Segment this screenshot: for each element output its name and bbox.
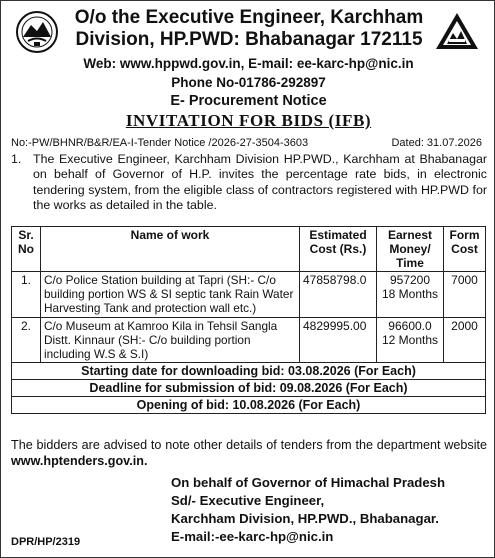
row-earnest	[377, 317, 444, 363]
tender-website-link[interactable]: www.hptenders.gov.in.	[11, 454, 148, 468]
signature-block	[171, 474, 445, 546]
deadline-row	[12, 380, 486, 397]
header-earnest-money: Earnest Money/ Time	[377, 227, 444, 272]
procurement-heading: E- Procurement Notice	[170, 93, 327, 109]
row-cost: 47858798.0	[300, 272, 377, 318]
row-money: 96600.0	[388, 318, 432, 333]
dpr-number: DPR/HP/2319	[11, 536, 81, 548]
row-form-cost: 2000	[444, 317, 486, 363]
himachal-emblem-icon	[15, 11, 59, 53]
header-estimated-cost: Estimated Cost (Rs.)	[300, 227, 377, 272]
row-earnest	[377, 272, 444, 318]
table-row	[12, 317, 486, 363]
opening-date: Opening of bid: 10.08.2026 (For Each)	[12, 397, 486, 414]
starting-date: Starting date for downloading bid: 03.08.2026 (For Each)	[12, 363, 486, 380]
row-sr: 1.	[12, 272, 41, 318]
intro-number: 1.	[11, 152, 22, 166]
office-title-line2: Division, HP.PWD: Bhabanagar 172115	[75, 29, 423, 50]
row-sr: 2.	[12, 317, 41, 363]
row-work-name: C/o Police Station building at Tapri (SH:- C/o building portion WS & SI septic tank Rain Water Harvesting Tank and protection wall etc.)	[41, 272, 300, 318]
row-work-name: C/o Museum at Kamroo Kila in Tehsil Sangla Distt. Kinnaur (SH:- C/o building portion including W.S & S.I)	[41, 317, 300, 363]
notice-number: No:-PW/BHNR/B&R/EA-I-Tender Notice /2026-27-3504-3603	[11, 137, 309, 149]
table-header-row	[12, 227, 486, 272]
advisory-paragraph	[11, 437, 487, 469]
deadline: Deadline for submission of bid: 09.08.2026 (For Each)	[12, 380, 486, 397]
web-email-line: Web: www.hppwd.gov.in, E-mail: ee-karc-hp@nic.in	[83, 56, 414, 71]
opening-row	[12, 397, 486, 414]
row-form-cost: 7000	[444, 272, 486, 318]
phone-line: Phone No-01786-292897	[171, 75, 326, 90]
advisory-text: The bidders are advised to note other details of tenders from the department website	[11, 438, 487, 452]
row-time: 18 Months	[381, 287, 439, 301]
notice-number-row	[11, 137, 482, 149]
table-row	[12, 272, 486, 318]
sign-line-2: Sd/- Executive Engineer,	[171, 493, 325, 508]
intro-paragraph	[11, 152, 487, 213]
row-cost: 4829995.00	[300, 317, 377, 363]
starting-date-row	[12, 363, 486, 380]
ifb-title: INVITATION FOR BIDS (IFB)	[125, 111, 372, 130]
sign-email: E-mail:-ee-karc-hp@nic.in	[171, 529, 334, 544]
sign-line-1: On behalf of Governor of Himachal Pradesh	[171, 475, 446, 490]
row-money: 957200	[389, 273, 431, 287]
header-name-of-work: Name of work	[41, 227, 300, 272]
intro-text: The Executive Engineer, Karchham Division HP.PWD., Karchham at Bhabanagar on behalf of Governor of H.P. invites the percentage rate bids, in electronic tendering system, from the eligible class of contractors registered with HP.PWD for the works as detailed in the table.	[33, 152, 487, 212]
header-sr-no: Sr. No	[12, 227, 41, 272]
row-time: 12 Months	[381, 332, 439, 347]
works-table	[11, 226, 486, 414]
header-form-cost: Form Cost	[444, 227, 486, 272]
sign-line-3: Karchham Division, HP.PWD., Bhabanagar.	[171, 511, 439, 526]
pwd-logo-icon	[434, 11, 480, 51]
office-title-line1: O/o the Executive Engineer, Karchham	[74, 7, 424, 28]
notice-date: Dated: 31.07.2026	[391, 137, 482, 149]
